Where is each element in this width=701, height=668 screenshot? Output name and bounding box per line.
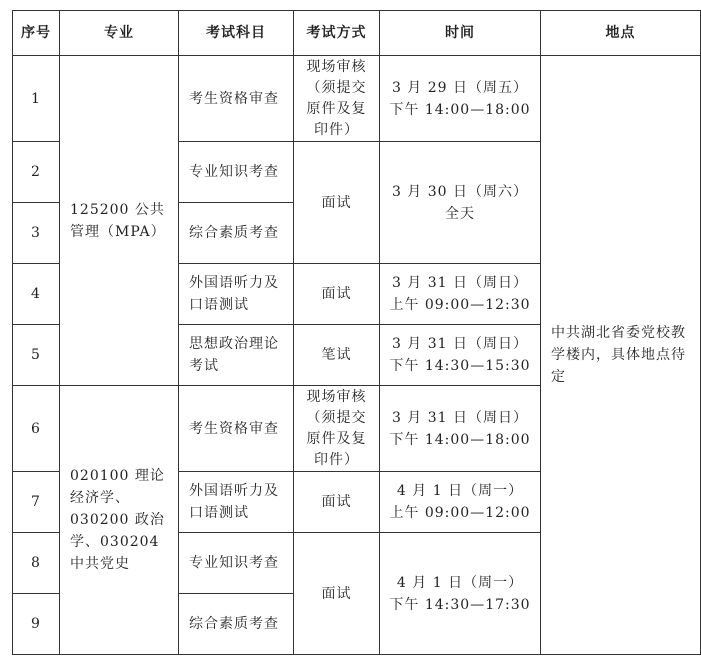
major-mpa: 125200 公共管理（MPA） [60,56,179,386]
row-date: 3 月 29 日（周五） [391,79,529,96]
exam-schedule-table [12,10,701,655]
header-seq: 序号 [13,11,60,56]
row-hours: 下午 14:00—18:00 [389,431,531,448]
row-seq: 4 [13,264,60,325]
major-theory: 020100 理论经济学、030200 政治学、030204 中共党史 [60,386,179,655]
row-time [380,325,541,386]
location-cell: 中共湖北省委党校教学楼内，具体地点待定 [541,56,701,655]
row-date: 3 月 31 日（周日） [391,336,529,352]
row-seq: 7 [13,472,60,533]
row-seq: 5 [13,325,60,386]
row-subject: 综合素质考查 [179,594,294,655]
header-location: 地点 [541,11,701,56]
row-time [380,386,541,472]
row-method: 面试 [294,264,380,325]
row-subject: 外国语听力及口语测试 [179,264,294,325]
row-seq: 9 [13,594,60,655]
row-method: 现场审核（须提交原件及复印件） [294,386,380,472]
row-seq: 8 [13,533,60,594]
row-date: 4 月 1 日（周一） [396,574,524,591]
header-time: 时间 [380,11,541,56]
row-hours: 全天 [445,205,475,222]
row-time [380,142,541,264]
row-method: 面试 [294,472,380,533]
row-method: 面试 [294,142,380,264]
row-seq: 3 [13,203,60,264]
row-subject: 思想政治理论考试 [179,325,294,386]
row-time [380,533,541,655]
header-subject: 考试科目 [179,11,294,56]
header-major: 专业 [60,11,179,56]
row-hours: 下午 14:00—18:00 [389,101,531,118]
row-time [380,472,541,533]
row-hours: 下午 14:30—17:30 [389,596,531,613]
row-hours: 下午 14:30—15:30 [389,358,531,374]
row-seq: 6 [13,386,60,472]
row-subject: 外国语听力及口语测试 [179,472,294,533]
row-seq: 1 [13,56,60,142]
row-hours: 上午 09:00—12:30 [389,297,531,313]
row-seq: 2 [13,142,60,203]
header-method: 考试方式 [294,11,380,56]
row-date: 3 月 30 日（周六） [391,183,529,200]
row-subject: 考生资格审查 [179,386,294,472]
table-row [13,56,701,142]
row-subject: 综合素质考查 [179,203,294,264]
row-time [380,56,541,142]
row-subject: 考生资格审查 [179,56,294,142]
row-hours: 上午 09:00—12:00 [389,505,531,521]
row-method: 现场审核（须提交原件及复印件） [294,56,380,142]
row-subject: 专业知识考查 [179,533,294,594]
row-date: 4 月 1 日（周一） [396,483,524,499]
row-method: 笔试 [294,325,380,386]
header-row [13,11,701,56]
row-time [380,264,541,325]
row-subject: 专业知识考查 [179,142,294,203]
row-method: 面试 [294,533,380,655]
row-date: 3 月 31 日（周日） [391,275,529,291]
row-date: 3 月 31 日（周日） [391,409,529,426]
